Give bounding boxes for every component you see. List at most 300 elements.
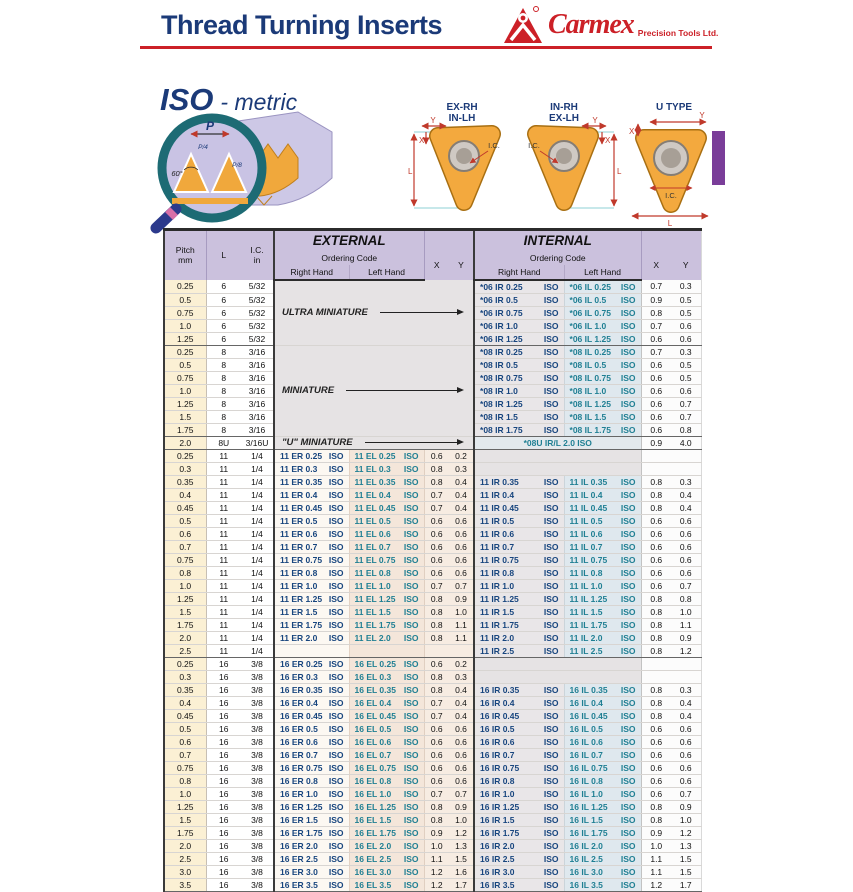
internal-x-cell: 0.6 [641, 358, 671, 371]
table-row [164, 579, 701, 592]
ic-cell: 3/16 [241, 371, 274, 384]
pitch-unit-label: mm [178, 255, 193, 266]
internal-x-header: X [641, 251, 671, 280]
internal-y-cell: 0.9 [671, 631, 701, 644]
internal-lh-code-cell: 16 IL 0.6 ISO [564, 735, 641, 748]
internal-rh-code-cell: 11 IR 0.45 ISO [474, 501, 564, 514]
external-y-cell: 1.3 [449, 839, 474, 852]
internal-y-cell: 1.1 [671, 618, 701, 631]
internal-y-cell: 0.3 [671, 345, 701, 358]
external-lh-code-cell: 16 EL 3.5 ISO [349, 878, 424, 891]
table-row [164, 644, 701, 657]
ic-cell: 1/4 [241, 631, 274, 644]
external-x-cell: 0.6 [424, 566, 449, 579]
internal-rh-code-cell: 16 IR 1.0 ISO [474, 787, 564, 800]
l-cell: 16 [206, 735, 241, 748]
l-cell: 11 [206, 527, 241, 540]
pitch-cell: 0.35 [164, 683, 206, 696]
external-y-cell: 0.4 [449, 709, 474, 722]
insert-diagram-in-rh [512, 96, 624, 231]
internal-y-cell: 0.4 [671, 696, 701, 709]
external-lh-code-cell: 11 EL 1.0 ISO [349, 579, 424, 592]
pitch-cell: 0.5 [164, 358, 206, 371]
ic-cell: 3/8 [241, 722, 274, 735]
external-rh-code-cell: 16 ER 0.3 ISO [274, 670, 349, 683]
internal-rh-code-cell: *08 IR 1.5 ISO [474, 410, 564, 423]
internal-x-cell: 0.8 [641, 618, 671, 631]
external-y-cell: 0.9 [449, 800, 474, 813]
thread-profile-illustration [146, 106, 341, 239]
page-title: Thread Turning Inserts [161, 10, 443, 40]
l-cell: 11 [206, 605, 241, 618]
internal-empty-cell [474, 462, 641, 475]
internal-x-cell: 0.6 [641, 774, 671, 787]
ic-cell: 1/4 [241, 488, 274, 501]
table-row [164, 449, 701, 462]
external-x-cell: 0.6 [424, 761, 449, 774]
external-y-cell: 0.2 [449, 449, 474, 462]
external-y-cell: 0.4 [449, 501, 474, 514]
external-x-cell: 0.6 [424, 657, 449, 670]
external-ordering-code-header: Ordering Code [274, 251, 424, 265]
internal-x-cell: 0.9 [641, 436, 671, 449]
external-lh-code-cell: 11 EL 0.25 ISO [349, 449, 424, 462]
external-rh-code-cell: 11 ER 0.4 ISO [274, 488, 349, 501]
external-lh-code-cell: 16 EL 1.5 ISO [349, 813, 424, 826]
external-lh-code-cell: 16 EL 0.35 ISO [349, 683, 424, 696]
ic-cell: 1/4 [241, 540, 274, 553]
external-rh-code-cell: 16 ER 3.5 ISO [274, 878, 349, 891]
internal-lh-code-cell: 11 IL 1.75 ISO [564, 618, 641, 631]
table-row [164, 527, 701, 540]
internal-rh-code-cell: *08 IR 0.5 ISO [474, 358, 564, 371]
internal-y-cell: 0.5 [671, 358, 701, 371]
table-row [164, 774, 701, 787]
internal-y-cell: 0.6 [671, 566, 701, 579]
external-x-cell: 0.6 [424, 774, 449, 787]
internal-lh-code-cell: *08 IL 1.25 ISO [564, 397, 641, 410]
pitch-cell: 0.4 [164, 488, 206, 501]
l-cell: 16 [206, 787, 241, 800]
dim-x-label: X [629, 127, 635, 136]
internal-right-hand-header: Right Hand [474, 265, 564, 280]
external-y-cell: 0.6 [449, 735, 474, 748]
internal-lh-code-cell: *06 IL 1.0 ISO [564, 319, 641, 332]
external-xy-spacer [424, 230, 474, 251]
table-row [164, 670, 701, 683]
internal-x-cell: 0.6 [641, 423, 671, 436]
external-x-cell: 1.1 [424, 852, 449, 865]
table-row [164, 813, 701, 826]
l-cell: 16 [206, 813, 241, 826]
ic-cell: 5/32 [241, 319, 274, 332]
ic-cell: 3/8 [241, 852, 274, 865]
pitch-cell: 1.25 [164, 800, 206, 813]
internal-x-cell: 0.6 [641, 748, 671, 761]
col-header-pitch [164, 230, 206, 280]
external-lh-code-cell: 11 EL 0.45 ISO [349, 501, 424, 514]
external-x-cell: 1.2 [424, 865, 449, 878]
internal-y-cell: 0.6 [671, 384, 701, 397]
external-lh-code-cell: 11 EL 2.0 ISO [349, 631, 424, 644]
internal-lh-code-cell: 16 IL 0.75 ISO [564, 761, 641, 774]
profile-angle-label: 60° [171, 169, 183, 178]
brand-logo-block [502, 5, 718, 47]
external-rh-code-cell: 16 ER 1.25 ISO [274, 800, 349, 813]
external-note-cell [274, 280, 474, 346]
pitch-cell: 0.7 [164, 748, 206, 761]
dim-l-label: L [617, 167, 622, 176]
pitch-cell: 1.0 [164, 579, 206, 592]
internal-rh-code-cell: 11 IR 1.75 ISO [474, 618, 564, 631]
internal-x-cell: 0.6 [641, 397, 671, 410]
internal-x-cell: 0.9 [641, 293, 671, 306]
l-cell: 16 [206, 774, 241, 787]
external-y-cell: 0.4 [449, 696, 474, 709]
internal-y-cell [671, 449, 701, 462]
internal-x-cell [641, 449, 671, 462]
l-cell: 11 [206, 462, 241, 475]
external-lh-code-cell: 16 EL 1.0 ISO [349, 787, 424, 800]
internal-x-cell: 0.6 [641, 527, 671, 540]
ic-cell: 1/4 [241, 475, 274, 488]
ic-cell: 1/4 [241, 644, 274, 657]
external-y-cell: 0.7 [449, 579, 474, 592]
internal-x-cell: 0.6 [641, 410, 671, 423]
external-x-cell: 0.6 [424, 722, 449, 735]
external-y-cell: 1.5 [449, 852, 474, 865]
ordering-table-wrap [163, 228, 700, 892]
pitch-cell: 0.45 [164, 501, 206, 514]
internal-y-cell: 1.7 [671, 878, 701, 891]
external-rh-code-cell: 11 ER 0.35 ISO [274, 475, 349, 488]
internal-lh-code-cell: 11 IL 2.5 ISO [564, 644, 641, 657]
internal-x-cell: 0.6 [641, 787, 671, 800]
table-row [164, 826, 701, 839]
external-rh-code-cell: 11 ER 0.25 ISO [274, 449, 349, 462]
external-x-cell: 0.7 [424, 696, 449, 709]
external-lh-code-cell: 16 EL 0.7 ISO [349, 748, 424, 761]
external-rh-code-cell: 11 ER 0.7 ISO [274, 540, 349, 553]
external-lh-code-cell: 16 EL 0.25 ISO [349, 657, 424, 670]
internal-x-cell: 1.1 [641, 852, 671, 865]
ic-cell: 3/16 [241, 397, 274, 410]
dim-y-label: Y [430, 116, 436, 125]
series-qualifier: - metric [220, 89, 298, 115]
ic-cell: 3/16 [241, 358, 274, 371]
internal-y-cell: 1.5 [671, 865, 701, 878]
external-x-cell: 0.8 [424, 670, 449, 683]
internal-x-cell: 0.6 [641, 566, 671, 579]
internal-x-cell: 0.7 [641, 319, 671, 332]
external-note-label: ULTRA MINIATURE [282, 306, 368, 318]
internal-y-cell: 0.8 [671, 423, 701, 436]
external-lh-code-cell: 11 EL 1.5 ISO [349, 605, 424, 618]
internal-y-cell: 0.6 [671, 761, 701, 774]
pitch-cell: 0.25 [164, 280, 206, 294]
pitch-cell: 0.7 [164, 540, 206, 553]
external-rh-code-cell: 16 ER 2.0 ISO [274, 839, 349, 852]
external-rh-code-cell: 11 ER 0.75 ISO [274, 553, 349, 566]
internal-lh-code-cell: 16 IL 1.5 ISO [564, 813, 641, 826]
internal-lh-code-cell: *08 IL 0.75 ISO [564, 371, 641, 384]
internal-x-cell [641, 462, 671, 475]
internal-y-cell: 0.5 [671, 371, 701, 384]
internal-rh-code-cell: *08 IR 1.25 ISO [474, 397, 564, 410]
internal-x-cell: 0.8 [641, 631, 671, 644]
pitch-cell: 1.75 [164, 826, 206, 839]
external-x-cell: 0.6 [424, 540, 449, 553]
internal-y-cell: 0.6 [671, 527, 701, 540]
pitch-cell: 1.75 [164, 423, 206, 436]
external-y-cell: 1.1 [449, 618, 474, 631]
pitch-cell: 2.0 [164, 436, 206, 449]
external-lh-code-cell: 11 EL 0.8 ISO [349, 566, 424, 579]
internal-lh-code-cell: 16 IL 2.5 ISO [564, 852, 641, 865]
external-y-cell: 0.4 [449, 488, 474, 501]
external-rh-code-cell: 11 ER 1.25 ISO [274, 592, 349, 605]
internal-x-cell: 0.8 [641, 488, 671, 501]
l-cell: 8 [206, 358, 241, 371]
pitch-label: Pitch [175, 245, 195, 256]
ic-cell: 3/8 [241, 761, 274, 774]
external-x-cell: 0.8 [424, 631, 449, 644]
internal-rh-code-cell: 11 IR 1.5 ISO [474, 605, 564, 618]
pitch-cell: 2.0 [164, 631, 206, 644]
internal-ordering-code-header: Ordering Code [474, 251, 641, 265]
internal-lh-code-cell: 16 IL 2.0 ISO [564, 839, 641, 852]
l-cell: 11 [206, 475, 241, 488]
l-cell: 16 [206, 657, 241, 670]
external-lh-code-cell: 11 EL 0.75 ISO [349, 553, 424, 566]
internal-y-cell: 0.6 [671, 540, 701, 553]
internal-rh-code-cell: 11 IR 0.4 ISO [474, 488, 564, 501]
series-name: ISO [160, 82, 214, 117]
internal-y-cell: 1.5 [671, 852, 701, 865]
internal-lh-code-cell: 16 IL 0.45 ISO [564, 709, 641, 722]
internal-rh-code-cell: *08 IR 0.25 ISO [474, 345, 564, 358]
pitch-cell: 0.6 [164, 735, 206, 748]
internal-y-cell: 0.5 [671, 293, 701, 306]
internal-rh-code-cell: 11 IR 0.5 ISO [474, 514, 564, 527]
internal-empty-cell [474, 670, 641, 683]
l-cell: 11 [206, 579, 241, 592]
external-rh-code-cell: 16 ER 1.75 ISO [274, 826, 349, 839]
pitch-cell: 0.4 [164, 696, 206, 709]
pitch-cell: 0.5 [164, 722, 206, 735]
external-lh-code-cell: 16 EL 3.0 ISO [349, 865, 424, 878]
external-rh-code-cell: 11 ER 0.6 ISO [274, 527, 349, 540]
ic-cell: 1/4 [241, 566, 274, 579]
internal-lh-code-cell: *08 IL 1.75 ISO [564, 423, 641, 436]
internal-x-cell: 0.6 [641, 514, 671, 527]
l-cell: 11 [206, 488, 241, 501]
ic-cell: 3/8 [241, 800, 274, 813]
ic-cell: 1/4 [241, 605, 274, 618]
profile-p-label: P [205, 119, 215, 133]
table-row [164, 345, 701, 358]
internal-lh-code-cell: 11 IL 0.5 ISO [564, 514, 641, 527]
page-tab-marker [712, 131, 725, 185]
external-lh-code-cell: 11 EL 0.5 ISO [349, 514, 424, 527]
external-lh-code-cell: 11 EL 0.35 ISO [349, 475, 424, 488]
internal-x-cell: 0.7 [641, 280, 671, 294]
table-row [164, 475, 701, 488]
internal-lh-code-cell: *08 IL 1.0 ISO [564, 384, 641, 397]
l-cell: 8U [206, 436, 241, 449]
external-rh-code-cell: 16 ER 1.0 ISO [274, 787, 349, 800]
internal-y-cell: 0.6 [671, 553, 701, 566]
external-x-cell: 0.8 [424, 800, 449, 813]
external-lh-code-cell: 16 EL 0.45 ISO [349, 709, 424, 722]
external-x-cell: 0.8 [424, 462, 449, 475]
col-header-ic [241, 230, 274, 280]
external-y-cell: 1.1 [449, 631, 474, 644]
internal-x-cell: 0.9 [641, 826, 671, 839]
table-row [164, 735, 701, 748]
ic-cell: 3/16U [241, 436, 274, 449]
external-y-cell: 0.6 [449, 748, 474, 761]
pitch-cell: 0.6 [164, 527, 206, 540]
table-row [164, 488, 701, 501]
insert-diagram-ex-rh [404, 96, 516, 231]
l-cell: 11 [206, 592, 241, 605]
pitch-cell: 1.0 [164, 384, 206, 397]
external-y-header: Y [449, 251, 474, 280]
external-y-cell: 0.6 [449, 722, 474, 735]
table-row [164, 878, 701, 891]
l-cell: 8 [206, 345, 241, 358]
internal-y-cell: 0.9 [671, 800, 701, 813]
external-lh-code-cell: 16 EL 1.25 ISO [349, 800, 424, 813]
ic-cell: 3/16 [241, 345, 274, 358]
ic-cell: 3/8 [241, 774, 274, 787]
internal-rh-code-cell: 11 IR 1.0 ISO [474, 579, 564, 592]
internal-rh-code-cell: *06 IR 1.25 ISO [474, 332, 564, 345]
external-x-cell: 1.0 [424, 839, 449, 852]
table-row [164, 696, 701, 709]
external-lh-code-cell [349, 644, 424, 657]
ic-cell: 3/8 [241, 735, 274, 748]
pitch-cell: 0.5 [164, 514, 206, 527]
external-x-cell: 0.7 [424, 709, 449, 722]
internal-x-cell [641, 657, 671, 670]
l-cell: 16 [206, 722, 241, 735]
internal-rh-code-cell: 11 IR 0.35 ISO [474, 475, 564, 488]
l-cell: 8 [206, 371, 241, 384]
internal-x-cell: 0.6 [641, 722, 671, 735]
internal-lh-code-cell: 16 IL 1.25 ISO [564, 800, 641, 813]
internal-x-cell: 0.7 [641, 345, 671, 358]
table-row [164, 514, 701, 527]
table-row [164, 683, 701, 696]
pitch-cell: 1.0 [164, 319, 206, 332]
external-y-cell: 0.3 [449, 670, 474, 683]
diagram1-label-line2: IN-LH [448, 113, 476, 124]
l-cell: 6 [206, 293, 241, 306]
internal-lh-code-cell: *08 IL 0.25 ISO [564, 345, 641, 358]
external-y-cell: 1.2 [449, 826, 474, 839]
external-lh-code-cell: 11 EL 0.3 ISO [349, 462, 424, 475]
table-row [164, 852, 701, 865]
pitch-cell: 1.25 [164, 592, 206, 605]
external-x-cell: 0.6 [424, 449, 449, 462]
internal-lh-code-cell: 11 IL 0.75 ISO [564, 553, 641, 566]
external-x-cell: 0.8 [424, 618, 449, 631]
diagram2-label-line2: EX-LH [549, 113, 579, 124]
arrow-right-icon [346, 390, 462, 392]
internal-rh-code-cell: 11 IR 2.5 ISO [474, 644, 564, 657]
external-lh-code-cell: 11 EL 0.4 ISO [349, 488, 424, 501]
l-cell: 8 [206, 384, 241, 397]
table-row [164, 618, 701, 631]
table-row [164, 839, 701, 852]
brand-name: Carmex [548, 9, 634, 40]
l-cell: 16 [206, 683, 241, 696]
internal-lh-code-cell: 11 IL 0.6 ISO [564, 527, 641, 540]
pitch-cell: 1.5 [164, 410, 206, 423]
l-cell: 6 [206, 332, 241, 345]
internal-y-header: Y [671, 251, 701, 280]
internal-lh-code-cell: 16 IL 0.8 ISO [564, 774, 641, 787]
internal-x-cell: 0.6 [641, 540, 671, 553]
magnifier-handle [156, 209, 176, 228]
external-x-cell: 0.7 [424, 488, 449, 501]
internal-y-cell: 4.0 [671, 436, 701, 449]
internal-lh-code-cell: *06 IL 0.5 ISO [564, 293, 641, 306]
internal-y-cell: 0.3 [671, 280, 701, 294]
external-x-cell: 1.2 [424, 878, 449, 891]
profile-p8-label: P/8 [232, 162, 242, 169]
l-cell: 11 [206, 618, 241, 631]
external-rh-code-cell: 16 ER 1.5 ISO [274, 813, 349, 826]
internal-rh-code-cell: 11 IR 0.8 ISO [474, 566, 564, 579]
dim-y-label: Y [592, 116, 598, 125]
pitch-cell: 2.0 [164, 839, 206, 852]
internal-lh-code-cell: 11 IL 1.5 ISO [564, 605, 641, 618]
external-lh-code-cell: 11 EL 1.25 ISO [349, 592, 424, 605]
internal-rh-code-cell: 11 IR 0.7 ISO [474, 540, 564, 553]
external-note-cell [274, 345, 474, 436]
external-rh-code-cell: 11 ER 1.75 ISO [274, 618, 349, 631]
pitch-cell: 0.25 [164, 345, 206, 358]
external-note-label: "U" MINIATURE [282, 436, 353, 448]
ic-cell: 3/16 [241, 410, 274, 423]
dim-y-label: Y [699, 111, 705, 120]
ic-cell: 1/4 [241, 514, 274, 527]
external-x-cell: 0.6 [424, 735, 449, 748]
external-lh-code-cell: 16 EL 0.4 ISO [349, 696, 424, 709]
l-cell: 8 [206, 423, 241, 436]
internal-rh-code-cell: 16 IR 0.5 ISO [474, 722, 564, 735]
internal-rh-code-cell: 11 IR 1.25 ISO [474, 592, 564, 605]
ic-cell: 3/8 [241, 839, 274, 852]
internal-rh-code-cell: 16 IR 1.5 ISO [474, 813, 564, 826]
arrow-right-icon [365, 442, 462, 444]
pitch-cell: 0.35 [164, 475, 206, 488]
table-row [164, 722, 701, 735]
internal-y-cell: 0.4 [671, 501, 701, 514]
l-cell: 16 [206, 839, 241, 852]
ic-cell: 3/8 [241, 787, 274, 800]
internal-rh-code-cell: 16 IR 2.0 ISO [474, 839, 564, 852]
internal-empty-cell [474, 449, 641, 462]
external-lh-code-cell: 16 EL 2.5 ISO [349, 852, 424, 865]
internal-y-cell: 0.6 [671, 319, 701, 332]
dim-x-label: X [419, 136, 425, 145]
internal-rh-code-cell: *06 IR 0.75 ISO [474, 306, 564, 319]
ic-cell: 3/8 [241, 696, 274, 709]
